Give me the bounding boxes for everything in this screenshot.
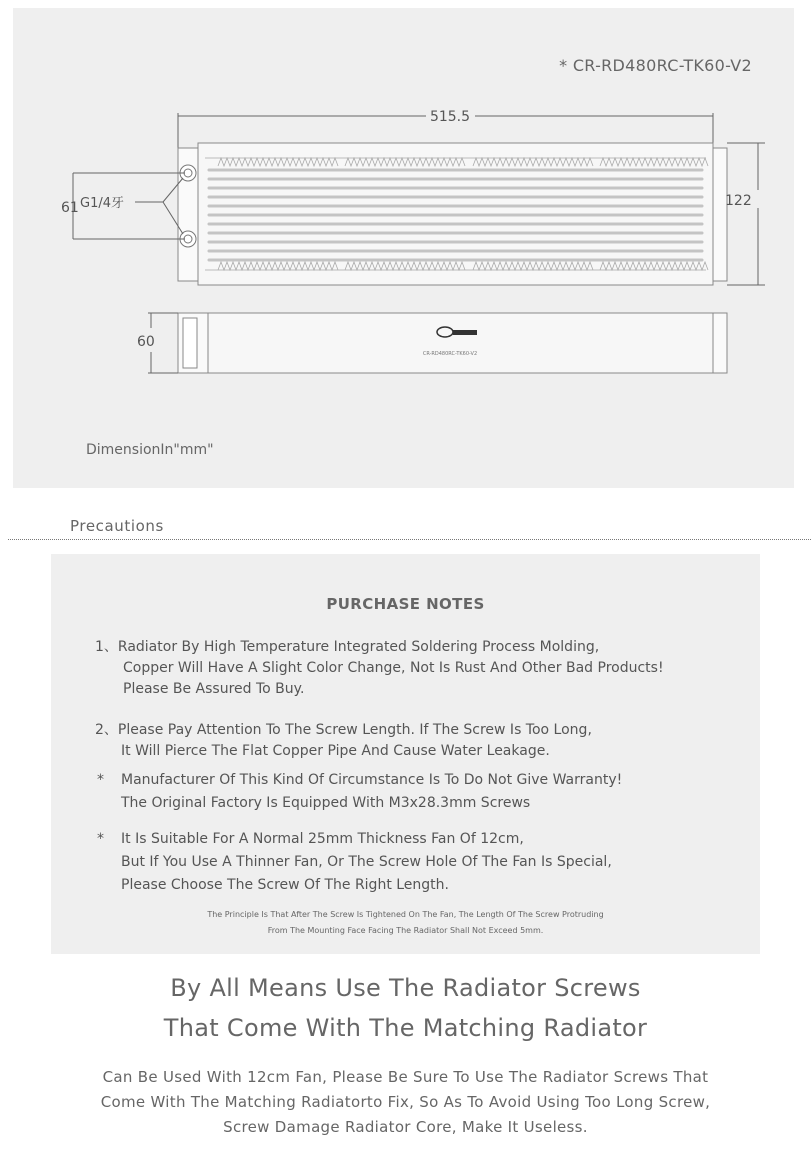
height-dim-label: 122: [725, 193, 752, 209]
thickness-dim-label: 60: [137, 334, 155, 350]
note-3: [95, 769, 622, 815]
note-2-line-1: 2、Please Pay Attention To The Screw Length. If The Screw Is Too Long,: [95, 722, 592, 738]
model-code: * CR-RD480RC-TK60-V2: [559, 56, 752, 75]
note-3-bullet: *: [97, 772, 104, 788]
note-1-line-3: Please Be Assured To Buy.: [123, 681, 305, 697]
fine-print-line-2: From The Mounting Face Facing The Radiator Shall Not Exceed 5mm.: [267, 926, 544, 935]
port-spacing-label: 61: [61, 200, 79, 216]
product-label: CR-RD480RC-TK60-V2: [422, 351, 478, 357]
purchase-notes-heading: PURCHASE NOTES: [326, 595, 485, 613]
fine-print-line-1: The Principle Is That After The Screw Is Tightened On The Fan, The Length Of The Screw Protruding: [207, 910, 604, 919]
footer-line-3: Screw Damage Radiator Core, Make It Useless.: [223, 1118, 588, 1136]
footer-text: [0, 1065, 811, 1140]
note-1-line-2: Copper Will Have A Slight Color Change, Not Is Rust And Other Bad Products!: [123, 660, 664, 676]
headline: [0, 968, 811, 1048]
purchase-notes-panel: [51, 554, 760, 954]
radiator-drawing: [13, 8, 794, 428]
section-title: Precautions: [70, 517, 164, 535]
side-view: [178, 313, 727, 373]
note-3-line-2: The Original Factory Is Equipped With M3x28.3mm Screws: [121, 795, 531, 811]
port-label: G1/4牙: [80, 196, 124, 211]
note-4-line-2: But If You Use A Thinner Fan, Or The Screw Hole Of The Fan Is Special,: [121, 854, 612, 870]
headline-line-2: That Come With The Matching Radiator: [163, 1014, 648, 1042]
unit-note: DimensionIn"mm": [86, 442, 214, 458]
note-4-line-1: It Is Suitable For A Normal 25mm Thickness Fan Of 12cm,: [121, 831, 524, 847]
note-1-line-1: 1、Radiator By High Temperature Integrated Soldering Process Molding,: [95, 639, 600, 655]
note-4-bullet: *: [97, 831, 104, 847]
footer-line-2: Come With The Matching Radiatorto Fix, So As To Avoid Using Too Long Screw,: [100, 1093, 711, 1111]
note-1: [95, 637, 664, 700]
headline-line-1: By All Means Use The Radiator Screws: [170, 974, 641, 1002]
note-2: [95, 720, 592, 762]
footer-line-1: Can Be Used With 12cm Fan, Please Be Sure To Use The Radiator Screws That: [102, 1068, 709, 1086]
dimension-drawing-panel: [13, 8, 794, 488]
note-4: [95, 828, 612, 897]
note-4-line-3: Please Choose The Screw Of The Right Length.: [121, 877, 449, 893]
section-divider: [8, 539, 811, 540]
note-2-line-2: It Will Pierce The Flat Copper Pipe And Cause Water Leakage.: [121, 743, 550, 759]
length-dim-label: 515.5: [429, 109, 471, 125]
note-3-line-1: Manufacturer Of This Kind Of Circumstance Is To Do Not Give Warranty!: [121, 772, 623, 788]
fine-print: [51, 907, 760, 939]
